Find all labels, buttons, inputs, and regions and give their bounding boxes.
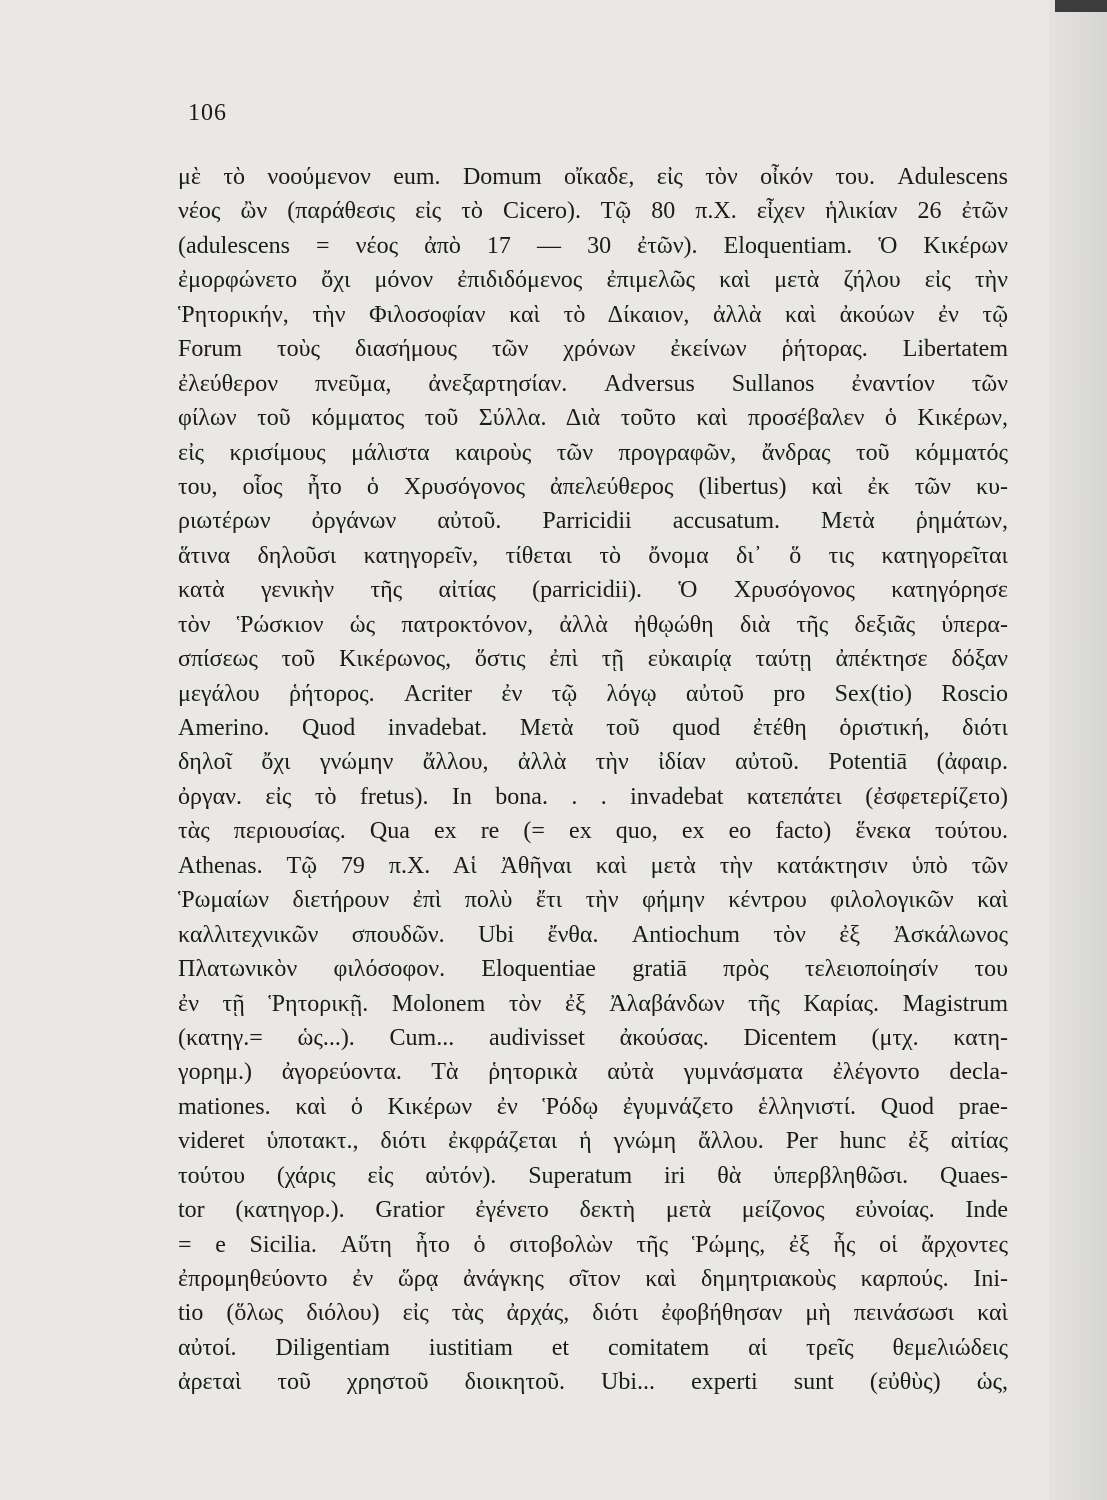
text-line: Amerino. Quod invadebat. Μετὰ τοῦ quod ἐτέθη ὁριστική, διότι	[178, 715, 1008, 741]
text-line: καλλιτεχνικῶν σπουδῶν. Ubi ἔνθα. Antiochum τὸν ἐξ Ἀσκάλωνος	[178, 921, 1008, 948]
text-line: μὲ τὸ νοούμενον eum. Domum οἴκαδε, εἰς τὸν οἶκόν του. Adulescens	[178, 164, 1008, 190]
text-line: γορημ.) ἀγορεύοντα. Τὰ ῥητορικὰ αὐτὰ γυμνάσματα ἐλέγοντο decla-	[178, 1059, 1008, 1086]
text-line: ἐμορφώνετο ὄχι μόνον ἐπιδιδόμενος ἐπιμελῶς καὶ μετὰ ζήλου εἰς τὴν	[178, 267, 1008, 294]
text-line: νέος ὢν (παράθεσις εἰς τὸ Cicero). Τῷ 80 π.Χ. εἶχεν ἡλικίαν 26 ἐτῶν	[178, 198, 1008, 225]
text-line: Πλατωνικὸν φιλόσοφον. Eloquentiae gratiā πρὸς τελειοποίησίν του	[178, 956, 1008, 983]
text-line: τούτου (χάρις εἰς αὐτόν). Superatum iri θὰ ὑπερβληθῶσι. Quaes-	[178, 1162, 1008, 1189]
text-line: κατὰ γενικὴν τῆς αἰτίας (parricidii). Ὁ Χρυσόγονος κατηγόρησε	[178, 577, 1008, 604]
text-line: ἐν τῇ Ῥητορικῇ. Molonem τὸν ἐξ Ἀλαβάνδων τῆς Καρίας. Magistrum	[178, 990, 1008, 1017]
text-line: τὰς περιουσίας. Qua ex re (= ex quo, ex eo facto) ἕνεκα τούτου.	[178, 818, 1008, 845]
text-line: mationes. καὶ ὁ Κικέρων ἐν Ῥόδῳ ἐγυμνάζετο ἑλληνιστί. Quod prae-	[178, 1093, 1008, 1120]
text-line: εἰς κρισίμους μάλιστα καιροὺς τῶν προγραφῶν, ἄνδρας τοῦ κόμματός	[178, 439, 1008, 466]
text-line: Ῥωμαίων διετήρουν ἐπὶ πολὺ ἔτι τὴν φήμην κέντρου φιλολογικῶν καὶ	[178, 887, 1008, 914]
text-line: Ῥητορικήν, τὴν Φιλοσοφίαν καὶ τὸ Δίκαιον, ἀλλὰ καὶ ἀκούων ἐν τῷ	[178, 301, 1008, 328]
text-line: ὀργαν. εἰς τὸ fretus). In bona. . . invadebat κατεπάτει (ἐσφετερίζετο)	[178, 783, 1008, 810]
text-line: σπίσεως τοῦ Κικέρωνος, ὅστις ἐπὶ τῇ εὐκαιρίᾳ ταύτῃ ἀπέκτησε δόξαν	[178, 646, 1008, 673]
text-line: μεγάλου ῥήτορος. Acriter ἐν τῷ λόγῳ αὐτοῦ pro Sex(tio) Roscio	[178, 680, 1008, 707]
text-line: ἐπρομηθεύοντο ἐν ὥρᾳ ἀνάγκης σῖτον καὶ δημητριακοὺς καρπούς. Ini-	[178, 1266, 1008, 1292]
text-line: (adulescens = νέος ἀπὸ 17 — 30 ἐτῶν). Eloquentiam. Ὁ Κικέρων	[178, 232, 1008, 259]
text-line: αὐτοί. Diligentiam iustitiam et comitatem αἱ τρεῖς θεμελιώδεις	[178, 1334, 1008, 1361]
text-line: Forum τοὺς διασήμους τῶν χρόνων ἐκείνων ῥήτορας. Libertatem	[178, 336, 1008, 363]
text-line: φίλων τοῦ κόμματος τοῦ Σύλλα. Διὰ τοῦτο καὶ προσέβαλεν ὁ Κικέρων,	[178, 405, 1008, 432]
text-line: ριωτέρων ὀργάνων αὐτοῦ. Parricidii accusatum. Μετὰ ῥημάτων,	[178, 508, 1008, 535]
text-line: = e Sicilia. Αὕτη ἦτο ὁ σιτοβολὼν τῆς Ῥώμης, ἐξ ἧς οἱ ἄρχοντες	[178, 1231, 1008, 1258]
text-line: Athenas. Τῷ 79 π.Χ. Αἱ Ἀθῆναι καὶ μετὰ τὴν κατάκτησιν ὑπὸ τῶν	[178, 852, 1008, 879]
text-line: tio (ὅλως διόλου) εἰς τὰς ἀρχάς, διότι ἐφοβήθησαν μὴ πεινάσωσι καὶ	[178, 1300, 1008, 1327]
text-line: ἐλεύθερον πνεῦμα, ἀνεξαρτησίαν. Adversus Sullanos ἐναντίον τῶν	[178, 370, 1008, 397]
text-line: videret ὑποτακτ., διότι ἐκφράζεται ἡ γνώμη ἄλλου. Per hunc ἐξ αἰτίας	[178, 1128, 1008, 1155]
text-line: tor (κατηγορ.). Gratior ἐγένετο δεκτὴ μετὰ μείζονος εὐνοίας. Inde	[178, 1197, 1008, 1224]
text-line: ἅτινα δηλοῦσι κατηγορεῖν, τίθεται τὸ ὄνομα δι᾽ ὅ τις κατηγορεῖται	[178, 542, 1008, 569]
page-number: 106	[188, 100, 227, 126]
page-edge-shadow	[1055, 0, 1107, 12]
text-line: του, οἷος ἦτο ὁ Χρυσόγονος ἀπελεύθερος (libertus) καὶ ἐκ τῶν κυ-	[178, 473, 1008, 500]
text-line: τὸν Ῥώσκιον ὡς πατροκτόνον, ἀλλὰ ἠθῳώθη διὰ τῆς δεξιᾶς ὑπερα-	[178, 611, 1008, 638]
text-line: (κατηγ.= ὡς...). Cum... audivisset ἀκούσας. Dicentem (μτχ. κατη-	[178, 1024, 1008, 1051]
text-line: δηλοῖ ὄχι γνώμην ἄλλου, ἀλλὰ τὴν ἰδίαν αὐτοῦ. Potentiā (ἀφαιρ.	[178, 749, 1008, 776]
page-edge	[1049, 0, 1107, 1500]
text-line: ἀρεταὶ τοῦ χρηστοῦ διοικητοῦ. Ubi... experti sunt (εὐθὺς) ὡς,	[178, 1369, 1008, 1396]
body-text	[178, 160, 1008, 1400]
